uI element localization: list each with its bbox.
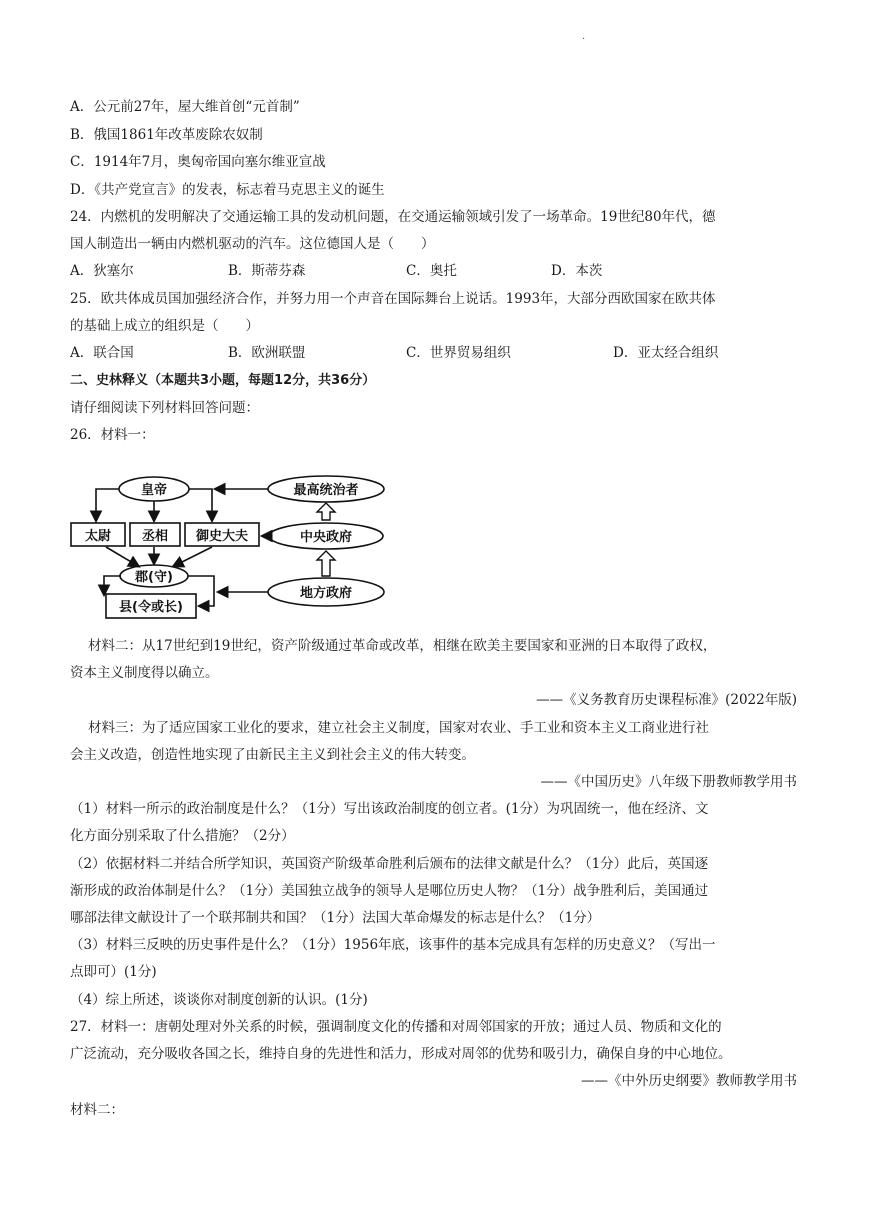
- q24-option-a: A．狄塞尔: [70, 263, 134, 279]
- q23-option-c: C．1914年7月，奥匈帝国向塞尔维亚宣战: [70, 154, 326, 170]
- q23-option-b: B．俄国1861年改革废除农奴制: [70, 127, 263, 143]
- q26-sub2-line2: 渐形成的政治体制是什么？（1分）美国独立战争的领导人是哪位历史人物？（1分）战争胜利后，美国通过: [70, 883, 709, 899]
- q25-option-d: D．亚太经合组织: [613, 345, 719, 361]
- q24-option-b: B．斯蒂芬森: [228, 263, 306, 279]
- section-heading: 二、史林释义（本题共3小题，每题12分，共36分）: [70, 373, 376, 388]
- q26-sub2-line3: 哪部法律文献设计了一个联邦制共和国？（1分）法国大革命爆发的标志是什么？（1分）: [70, 910, 601, 926]
- supreme-ruler-text: 最高统治者: [293, 483, 359, 498]
- material3-source: ——《中国历史》八年级下册教师教学用书: [540, 774, 797, 790]
- page-mark: ·: [582, 34, 586, 45]
- q26-sub3-line1: （3）材料三反映的历史事件是什么？（1分）1956年底，该事件的基本完成具有怎样的历史意义？（写出一: [70, 937, 716, 953]
- q26-sub2-line1: （2）依据材料二并结合所学知识，英国资产阶级革命胜利后颁布的法律文献是什么？（1分）此后，英国逐: [70, 856, 709, 872]
- material2-line1: 材料二：从17世纪到19世纪，资产阶级通过革命或改革，相继在欧美主要国家和亚洲的日本取得了政权，: [88, 638, 717, 654]
- q25-stem-line2: 的基础上成立的组织是（ ）: [70, 318, 259, 334]
- q25-stem-line1: 25．欧共体成员国加强经济合作，并努力用一个声音在国际舞台上说话。1993年，大部分西欧国家在欧共体: [70, 291, 716, 307]
- taiwei-text: 太尉: [84, 529, 112, 544]
- jun-text: 郡(守): [135, 570, 173, 585]
- q26-label: 26．材料一：: [70, 427, 155, 443]
- q27-material2-label: 材料二：: [70, 1102, 124, 1118]
- section-intro: 请仔细阅读下列材料回答问题：: [70, 400, 259, 416]
- q24-stem-line2: 国人制造出一辆由内燃机驱动的汽车。这位德国人是（ ）: [70, 236, 435, 252]
- chengxiang-text: 丞相: [141, 529, 169, 544]
- q25-option-b: B．欧洲联盟: [228, 345, 306, 361]
- q25-option-c: C．世界贸易组织: [406, 345, 511, 361]
- material3-line1: 材料三：为了适应国家工业化的要求，建立社会主义制度，国家对农业、手工业和资本主义工商业进行社: [88, 720, 709, 736]
- q24-stem-line1: 24．内燃机的发明解决了交通运输工具的发动机问题，在交通运输领域引发了一场革命。19世纪80年代，德: [70, 209, 716, 225]
- xian-text: 县(令或长): [119, 600, 183, 615]
- q26-sub1-line1: （1）材料一所示的政治制度是什么？（1分）写出该政治制度的创立者。(1分）为巩固统一，他在经济、文: [70, 801, 709, 817]
- q25-option-a: A．联合国: [70, 345, 134, 361]
- q27-line1: 27．材料一：唐朝处理对外关系的时候，强调制度文化的传播和对周邻国家的开放；通过人员、物质和文化的: [70, 1019, 722, 1035]
- central-government-text: 中央政府: [299, 530, 353, 545]
- local-government-text: 地方政府: [299, 586, 353, 601]
- q24-option-d: D．本茨: [551, 263, 603, 279]
- emperor-text: 皇帝: [140, 483, 168, 498]
- q26-sub1-line2: 化方面分别采取了什么措施？（2分）: [70, 828, 295, 844]
- yushi-text: 御史大夫: [195, 529, 249, 544]
- material3-line2: 会主义改造，创造性地实现了由新民主主义到社会主义的伟大转变。: [70, 747, 475, 763]
- q23-option-a: A．公元前27年，屋大维首创“元首制”: [70, 99, 300, 115]
- q26-sub3-line2: 点即可）(1分): [70, 964, 157, 980]
- q26-sub4-line1: （4）综上所述，谈谈你对制度创新的认识。(1分): [70, 992, 368, 1008]
- q27-line2: 广泛流动，充分吸收各国之长，维持自身的先进性和活力，形成对周邻的优势和吸引力，确保自身的中心地位。: [70, 1046, 732, 1062]
- q23-option-d: D．《共产党宣言》的发表，标志着马克思主义的诞生: [70, 182, 385, 198]
- q24-option-c: C．奥托: [406, 263, 457, 279]
- q27-source: ——《中外历史纲要》教师教学用书: [581, 1073, 797, 1089]
- qin-political-system-diagram: [66, 470, 396, 620]
- material2-line2: 资本主义制度得以确立。: [70, 665, 219, 681]
- material2-source: ——《义务教育历史课程标准》(2022年版): [536, 692, 797, 708]
